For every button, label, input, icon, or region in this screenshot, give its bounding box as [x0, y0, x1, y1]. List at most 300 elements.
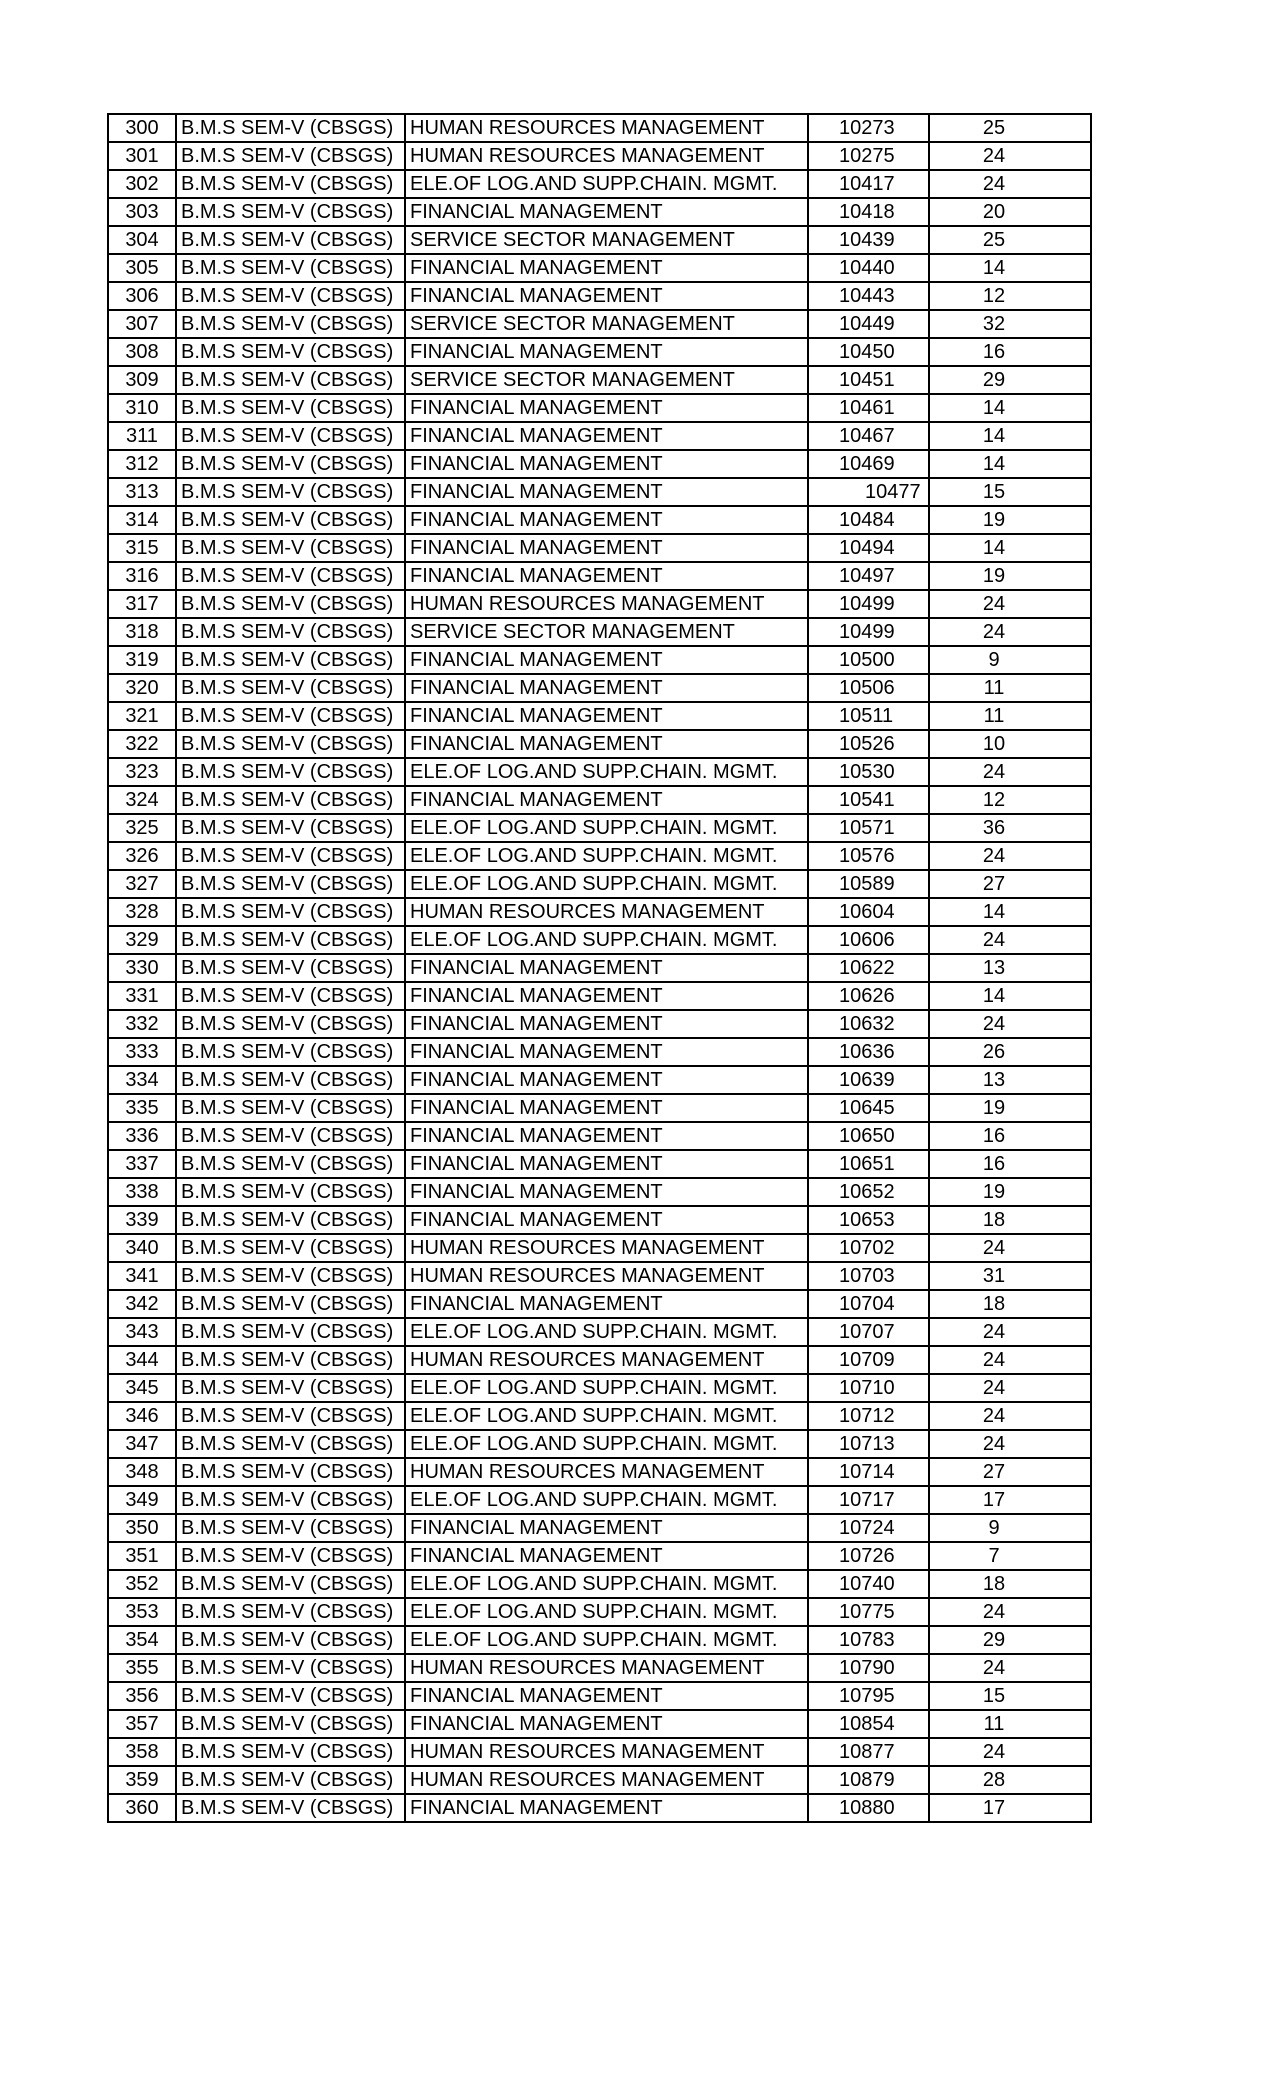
serial-number-cell: 308 — [108, 338, 176, 366]
seat-number-cell: 10606 — [808, 926, 929, 954]
class-cell: B.M.S SEM-V (CBSGS) — [176, 814, 405, 842]
table-row — [108, 842, 1091, 870]
serial-number-cell: 331 — [108, 982, 176, 1010]
subject-cell: ELE.OF LOG.AND SUPP.CHAIN. MGMT. — [405, 1598, 808, 1626]
serial-number-cell: 338 — [108, 1178, 176, 1206]
subject-cell: FINANCIAL MANAGEMENT — [405, 394, 808, 422]
results-table-body — [108, 114, 1091, 1822]
class-cell: B.M.S SEM-V (CBSGS) — [176, 1710, 405, 1738]
subject-cell: FINANCIAL MANAGEMENT — [405, 282, 808, 310]
table-row — [108, 1626, 1091, 1654]
serial-number-cell: 320 — [108, 674, 176, 702]
seat-number-cell: 10443 — [808, 282, 929, 310]
table-row — [108, 170, 1091, 198]
marks-cell: 15 — [929, 1682, 1091, 1710]
subject-cell: ELE.OF LOG.AND SUPP.CHAIN. MGMT. — [405, 1626, 808, 1654]
table-row — [108, 1682, 1091, 1710]
serial-number-cell: 357 — [108, 1710, 176, 1738]
class-cell: B.M.S SEM-V (CBSGS) — [176, 1738, 405, 1766]
subject-cell: FINANCIAL MANAGEMENT — [405, 1094, 808, 1122]
serial-number-cell: 305 — [108, 254, 176, 282]
table-row — [108, 1710, 1091, 1738]
seat-number-cell: 10645 — [808, 1094, 929, 1122]
serial-number-cell: 358 — [108, 1738, 176, 1766]
subject-cell: FINANCIAL MANAGEMENT — [405, 1710, 808, 1738]
class-cell: B.M.S SEM-V (CBSGS) — [176, 1318, 405, 1346]
class-cell: B.M.S SEM-V (CBSGS) — [176, 954, 405, 982]
table-row — [108, 338, 1091, 366]
subject-cell: FINANCIAL MANAGEMENT — [405, 1206, 808, 1234]
class-cell: B.M.S SEM-V (CBSGS) — [176, 422, 405, 450]
marks-cell: 14 — [929, 982, 1091, 1010]
serial-number-cell: 332 — [108, 1010, 176, 1038]
subject-cell: ELE.OF LOG.AND SUPP.CHAIN. MGMT. — [405, 1486, 808, 1514]
subject-cell: FINANCIAL MANAGEMENT — [405, 1794, 808, 1822]
class-cell: B.M.S SEM-V (CBSGS) — [176, 758, 405, 786]
seat-number-cell: 10877 — [808, 1738, 929, 1766]
table-row — [108, 1654, 1091, 1682]
table-row — [108, 254, 1091, 282]
serial-number-cell: 306 — [108, 282, 176, 310]
marks-cell: 14 — [929, 898, 1091, 926]
seat-number-cell: 10494 — [808, 534, 929, 562]
marks-cell: 27 — [929, 1458, 1091, 1486]
table-row — [108, 786, 1091, 814]
serial-number-cell: 322 — [108, 730, 176, 758]
seat-number-cell: 10854 — [808, 1710, 929, 1738]
class-cell: B.M.S SEM-V (CBSGS) — [176, 1486, 405, 1514]
marks-cell: 15 — [929, 478, 1091, 506]
marks-cell: 16 — [929, 1122, 1091, 1150]
marks-cell: 19 — [929, 562, 1091, 590]
table-row — [108, 478, 1091, 506]
marks-cell: 18 — [929, 1290, 1091, 1318]
seat-number-cell: 10783 — [808, 1626, 929, 1654]
seat-number-cell: 10439 — [808, 226, 929, 254]
serial-number-cell: 335 — [108, 1094, 176, 1122]
table-row — [108, 1094, 1091, 1122]
subject-cell: FINANCIAL MANAGEMENT — [405, 1038, 808, 1066]
class-cell: B.M.S SEM-V (CBSGS) — [176, 310, 405, 338]
seat-number-cell: 10541 — [808, 786, 929, 814]
serial-number-cell: 327 — [108, 870, 176, 898]
seat-number-cell: 10622 — [808, 954, 929, 982]
class-cell: B.M.S SEM-V (CBSGS) — [176, 590, 405, 618]
marks-cell: 24 — [929, 590, 1091, 618]
marks-cell: 20 — [929, 198, 1091, 226]
subject-cell: FINANCIAL MANAGEMENT — [405, 674, 808, 702]
subject-cell: FINANCIAL MANAGEMENT — [405, 198, 808, 226]
class-cell: B.M.S SEM-V (CBSGS) — [176, 702, 405, 730]
subject-cell: FINANCIAL MANAGEMENT — [405, 982, 808, 1010]
table-row — [108, 422, 1091, 450]
marks-cell: 24 — [929, 926, 1091, 954]
serial-number-cell: 348 — [108, 1458, 176, 1486]
subject-cell: HUMAN RESOURCES MANAGEMENT — [405, 142, 808, 170]
class-cell: B.M.S SEM-V (CBSGS) — [176, 1150, 405, 1178]
serial-number-cell: 317 — [108, 590, 176, 618]
class-cell: B.M.S SEM-V (CBSGS) — [176, 226, 405, 254]
subject-cell: FINANCIAL MANAGEMENT — [405, 1010, 808, 1038]
subject-cell: SERVICE SECTOR MANAGEMENT — [405, 310, 808, 338]
seat-number-cell: 10726 — [808, 1542, 929, 1570]
class-cell: B.M.S SEM-V (CBSGS) — [176, 1430, 405, 1458]
seat-number-cell: 10790 — [808, 1654, 929, 1682]
table-row — [108, 758, 1091, 786]
table-row — [108, 1374, 1091, 1402]
class-cell: B.M.S SEM-V (CBSGS) — [176, 478, 405, 506]
class-cell: B.M.S SEM-V (CBSGS) — [176, 1766, 405, 1794]
serial-number-cell: 329 — [108, 926, 176, 954]
serial-number-cell: 351 — [108, 1542, 176, 1570]
table-row — [108, 1542, 1091, 1570]
serial-number-cell: 321 — [108, 702, 176, 730]
seat-number-cell: 10469 — [808, 450, 929, 478]
subject-cell: FINANCIAL MANAGEMENT — [405, 702, 808, 730]
serial-number-cell: 301 — [108, 142, 176, 170]
serial-number-cell: 330 — [108, 954, 176, 982]
marks-cell: 24 — [929, 842, 1091, 870]
subject-cell: SERVICE SECTOR MANAGEMENT — [405, 366, 808, 394]
class-cell: B.M.S SEM-V (CBSGS) — [176, 730, 405, 758]
table-row — [108, 1570, 1091, 1598]
marks-cell: 24 — [929, 1738, 1091, 1766]
seat-number-cell: 10467 — [808, 422, 929, 450]
class-cell: B.M.S SEM-V (CBSGS) — [176, 982, 405, 1010]
serial-number-cell: 302 — [108, 170, 176, 198]
class-cell: B.M.S SEM-V (CBSGS) — [176, 282, 405, 310]
serial-number-cell: 354 — [108, 1626, 176, 1654]
seat-number-cell: 10880 — [808, 1794, 929, 1822]
marks-cell: 31 — [929, 1262, 1091, 1290]
marks-cell: 19 — [929, 1178, 1091, 1206]
marks-cell: 24 — [929, 1318, 1091, 1346]
table-row — [108, 814, 1091, 842]
marks-cell: 19 — [929, 506, 1091, 534]
marks-cell: 24 — [929, 142, 1091, 170]
marks-cell: 24 — [929, 1010, 1091, 1038]
serial-number-cell: 359 — [108, 1766, 176, 1794]
serial-number-cell: 319 — [108, 646, 176, 674]
serial-number-cell: 355 — [108, 1654, 176, 1682]
marks-cell: 14 — [929, 450, 1091, 478]
marks-cell: 24 — [929, 1654, 1091, 1682]
serial-number-cell: 303 — [108, 198, 176, 226]
seat-number-cell: 10497 — [808, 562, 929, 590]
marks-cell: 17 — [929, 1486, 1091, 1514]
serial-number-cell: 325 — [108, 814, 176, 842]
marks-cell: 25 — [929, 226, 1091, 254]
class-cell: B.M.S SEM-V (CBSGS) — [176, 1402, 405, 1430]
table-row — [108, 590, 1091, 618]
table-row — [108, 1010, 1091, 1038]
serial-number-cell: 311 — [108, 422, 176, 450]
table-row — [108, 450, 1091, 478]
seat-number-cell: 10576 — [808, 842, 929, 870]
subject-cell: HUMAN RESOURCES MANAGEMENT — [405, 1262, 808, 1290]
table-row — [108, 198, 1091, 226]
marks-cell: 18 — [929, 1206, 1091, 1234]
table-row — [108, 1766, 1091, 1794]
class-cell: B.M.S SEM-V (CBSGS) — [176, 114, 405, 142]
serial-number-cell: 356 — [108, 1682, 176, 1710]
class-cell: B.M.S SEM-V (CBSGS) — [176, 926, 405, 954]
table-row — [108, 702, 1091, 730]
marks-cell: 11 — [929, 702, 1091, 730]
subject-cell: FINANCIAL MANAGEMENT — [405, 422, 808, 450]
marks-cell: 32 — [929, 310, 1091, 338]
subject-cell: FINANCIAL MANAGEMENT — [405, 506, 808, 534]
subject-cell: ELE.OF LOG.AND SUPP.CHAIN. MGMT. — [405, 1402, 808, 1430]
class-cell: B.M.S SEM-V (CBSGS) — [176, 1094, 405, 1122]
subject-cell: ELE.OF LOG.AND SUPP.CHAIN. MGMT. — [405, 870, 808, 898]
marks-cell: 9 — [929, 646, 1091, 674]
serial-number-cell: 347 — [108, 1430, 176, 1458]
class-cell: B.M.S SEM-V (CBSGS) — [176, 170, 405, 198]
class-cell: B.M.S SEM-V (CBSGS) — [176, 1542, 405, 1570]
serial-number-cell: 309 — [108, 366, 176, 394]
marks-cell: 17 — [929, 1794, 1091, 1822]
class-cell: B.M.S SEM-V (CBSGS) — [176, 142, 405, 170]
marks-cell: 24 — [929, 1346, 1091, 1374]
serial-number-cell: 344 — [108, 1346, 176, 1374]
subject-cell: FINANCIAL MANAGEMENT — [405, 1066, 808, 1094]
table-row — [108, 1178, 1091, 1206]
class-cell: B.M.S SEM-V (CBSGS) — [176, 450, 405, 478]
serial-number-cell: 346 — [108, 1402, 176, 1430]
class-cell: B.M.S SEM-V (CBSGS) — [176, 254, 405, 282]
marks-cell: 14 — [929, 422, 1091, 450]
subject-cell: ELE.OF LOG.AND SUPP.CHAIN. MGMT. — [405, 1430, 808, 1458]
table-row — [108, 1262, 1091, 1290]
serial-number-cell: 310 — [108, 394, 176, 422]
subject-cell: FINANCIAL MANAGEMENT — [405, 954, 808, 982]
class-cell: B.M.S SEM-V (CBSGS) — [176, 394, 405, 422]
seat-number-cell: 10775 — [808, 1598, 929, 1626]
serial-number-cell: 304 — [108, 226, 176, 254]
seat-number-cell: 10639 — [808, 1066, 929, 1094]
subject-cell: ELE.OF LOG.AND SUPP.CHAIN. MGMT. — [405, 1318, 808, 1346]
class-cell: B.M.S SEM-V (CBSGS) — [176, 534, 405, 562]
subject-cell: SERVICE SECTOR MANAGEMENT — [405, 618, 808, 646]
serial-number-cell: 334 — [108, 1066, 176, 1094]
table-row — [108, 1290, 1091, 1318]
marks-cell: 19 — [929, 1094, 1091, 1122]
seat-number-cell: 10449 — [808, 310, 929, 338]
subject-cell: HUMAN RESOURCES MANAGEMENT — [405, 1654, 808, 1682]
subject-cell: FINANCIAL MANAGEMENT — [405, 338, 808, 366]
class-cell: B.M.S SEM-V (CBSGS) — [176, 1066, 405, 1094]
serial-number-cell: 315 — [108, 534, 176, 562]
subject-cell: FINANCIAL MANAGEMENT — [405, 1290, 808, 1318]
marks-cell: 24 — [929, 1234, 1091, 1262]
seat-number-cell: 10632 — [808, 1010, 929, 1038]
table-row — [108, 1794, 1091, 1822]
results-table — [107, 113, 1092, 1823]
table-row — [108, 310, 1091, 338]
marks-cell: 10 — [929, 730, 1091, 758]
seat-number-cell: 10704 — [808, 1290, 929, 1318]
class-cell: B.M.S SEM-V (CBSGS) — [176, 870, 405, 898]
table-row — [108, 226, 1091, 254]
serial-number-cell: 341 — [108, 1262, 176, 1290]
serial-number-cell: 339 — [108, 1206, 176, 1234]
marks-cell: 11 — [929, 1710, 1091, 1738]
table-row — [108, 1038, 1091, 1066]
subject-cell: FINANCIAL MANAGEMENT — [405, 1514, 808, 1542]
serial-number-cell: 350 — [108, 1514, 176, 1542]
class-cell: B.M.S SEM-V (CBSGS) — [176, 1262, 405, 1290]
serial-number-cell: 324 — [108, 786, 176, 814]
seat-number-cell: 10795 — [808, 1682, 929, 1710]
table-row — [108, 1150, 1091, 1178]
class-cell: B.M.S SEM-V (CBSGS) — [176, 646, 405, 674]
table-row — [108, 394, 1091, 422]
table-row — [108, 646, 1091, 674]
marks-cell: 27 — [929, 870, 1091, 898]
seat-number-cell: 10626 — [808, 982, 929, 1010]
table-row — [108, 1738, 1091, 1766]
seat-number-cell: 10417 — [808, 170, 929, 198]
serial-number-cell: 313 — [108, 478, 176, 506]
serial-number-cell: 314 — [108, 506, 176, 534]
table-row — [108, 618, 1091, 646]
class-cell: B.M.S SEM-V (CBSGS) — [176, 1514, 405, 1542]
seat-number-cell: 10273 — [808, 114, 929, 142]
subject-cell: FINANCIAL MANAGEMENT — [405, 1542, 808, 1570]
serial-number-cell: 328 — [108, 898, 176, 926]
marks-cell: 14 — [929, 534, 1091, 562]
class-cell: B.M.S SEM-V (CBSGS) — [176, 1122, 405, 1150]
class-cell: B.M.S SEM-V (CBSGS) — [176, 1234, 405, 1262]
marks-cell: 28 — [929, 1766, 1091, 1794]
subject-cell: HUMAN RESOURCES MANAGEMENT — [405, 1458, 808, 1486]
marks-cell: 25 — [929, 114, 1091, 142]
seat-number-cell: 10702 — [808, 1234, 929, 1262]
subject-cell: FINANCIAL MANAGEMENT — [405, 450, 808, 478]
table-row — [108, 1346, 1091, 1374]
serial-number-cell: 353 — [108, 1598, 176, 1626]
class-cell: B.M.S SEM-V (CBSGS) — [176, 1178, 405, 1206]
class-cell: B.M.S SEM-V (CBSGS) — [176, 1346, 405, 1374]
marks-cell: 16 — [929, 1150, 1091, 1178]
subject-cell: FINANCIAL MANAGEMENT — [405, 1682, 808, 1710]
marks-cell: 24 — [929, 170, 1091, 198]
seat-number-cell: 10653 — [808, 1206, 929, 1234]
marks-cell: 13 — [929, 1066, 1091, 1094]
seat-number-cell: 10484 — [808, 506, 929, 534]
class-cell: B.M.S SEM-V (CBSGS) — [176, 562, 405, 590]
table-row — [108, 1486, 1091, 1514]
seat-number-cell: 10650 — [808, 1122, 929, 1150]
table-row — [108, 366, 1091, 394]
marks-cell: 11 — [929, 674, 1091, 702]
table-row — [108, 1234, 1091, 1262]
table-row — [108, 730, 1091, 758]
table-row — [108, 926, 1091, 954]
class-cell: B.M.S SEM-V (CBSGS) — [176, 618, 405, 646]
marks-cell: 14 — [929, 254, 1091, 282]
seat-number-cell: 10499 — [808, 618, 929, 646]
marks-cell: 7 — [929, 1542, 1091, 1570]
seat-number-cell: 10500 — [808, 646, 929, 674]
marks-cell: 14 — [929, 394, 1091, 422]
marks-cell: 24 — [929, 1430, 1091, 1458]
seat-number-cell: 10707 — [808, 1318, 929, 1346]
marks-cell: 16 — [929, 338, 1091, 366]
subject-cell: HUMAN RESOURCES MANAGEMENT — [405, 1346, 808, 1374]
marks-cell: 29 — [929, 366, 1091, 394]
seat-number-cell: 10651 — [808, 1150, 929, 1178]
seat-number-cell: 10589 — [808, 870, 929, 898]
class-cell: B.M.S SEM-V (CBSGS) — [176, 1570, 405, 1598]
class-cell: B.M.S SEM-V (CBSGS) — [176, 1290, 405, 1318]
serial-number-cell: 318 — [108, 618, 176, 646]
serial-number-cell: 337 — [108, 1150, 176, 1178]
seat-number-cell: 10526 — [808, 730, 929, 758]
subject-cell: ELE.OF LOG.AND SUPP.CHAIN. MGMT. — [405, 842, 808, 870]
subject-cell: FINANCIAL MANAGEMENT — [405, 478, 808, 506]
seat-number-cell: 10724 — [808, 1514, 929, 1542]
class-cell: B.M.S SEM-V (CBSGS) — [176, 1654, 405, 1682]
table-row — [108, 282, 1091, 310]
subject-cell: FINANCIAL MANAGEMENT — [405, 562, 808, 590]
subject-cell: HUMAN RESOURCES MANAGEMENT — [405, 1738, 808, 1766]
marks-cell: 24 — [929, 758, 1091, 786]
seat-number-cell: 10710 — [808, 1374, 929, 1402]
class-cell: B.M.S SEM-V (CBSGS) — [176, 338, 405, 366]
serial-number-cell: 360 — [108, 1794, 176, 1822]
serial-number-cell: 336 — [108, 1122, 176, 1150]
subject-cell: HUMAN RESOURCES MANAGEMENT — [405, 114, 808, 142]
seat-number-cell: 10477 — [808, 478, 929, 506]
serial-number-cell: 316 — [108, 562, 176, 590]
marks-cell: 24 — [929, 618, 1091, 646]
seat-number-cell: 10604 — [808, 898, 929, 926]
class-cell: B.M.S SEM-V (CBSGS) — [176, 1010, 405, 1038]
class-cell: B.M.S SEM-V (CBSGS) — [176, 786, 405, 814]
serial-number-cell: 300 — [108, 114, 176, 142]
subject-cell: HUMAN RESOURCES MANAGEMENT — [405, 898, 808, 926]
serial-number-cell: 345 — [108, 1374, 176, 1402]
class-cell: B.M.S SEM-V (CBSGS) — [176, 506, 405, 534]
class-cell: B.M.S SEM-V (CBSGS) — [176, 1626, 405, 1654]
subject-cell: FINANCIAL MANAGEMENT — [405, 1178, 808, 1206]
subject-cell: HUMAN RESOURCES MANAGEMENT — [405, 1234, 808, 1262]
serial-number-cell: 349 — [108, 1486, 176, 1514]
subject-cell: FINANCIAL MANAGEMENT — [405, 254, 808, 282]
seat-number-cell: 10717 — [808, 1486, 929, 1514]
marks-cell: 29 — [929, 1626, 1091, 1654]
seat-number-cell: 10461 — [808, 394, 929, 422]
subject-cell: FINANCIAL MANAGEMENT — [405, 646, 808, 674]
seat-number-cell: 10740 — [808, 1570, 929, 1598]
marks-cell: 12 — [929, 282, 1091, 310]
table-row — [108, 898, 1091, 926]
table-row — [108, 674, 1091, 702]
table-row — [108, 870, 1091, 898]
class-cell: B.M.S SEM-V (CBSGS) — [176, 1206, 405, 1234]
marks-cell: 13 — [929, 954, 1091, 982]
table-row — [108, 1206, 1091, 1234]
seat-number-cell: 10451 — [808, 366, 929, 394]
seat-number-cell: 10418 — [808, 198, 929, 226]
table-row — [108, 142, 1091, 170]
table-row — [108, 954, 1091, 982]
table-row — [108, 1458, 1091, 1486]
seat-number-cell: 10709 — [808, 1346, 929, 1374]
class-cell: B.M.S SEM-V (CBSGS) — [176, 1374, 405, 1402]
